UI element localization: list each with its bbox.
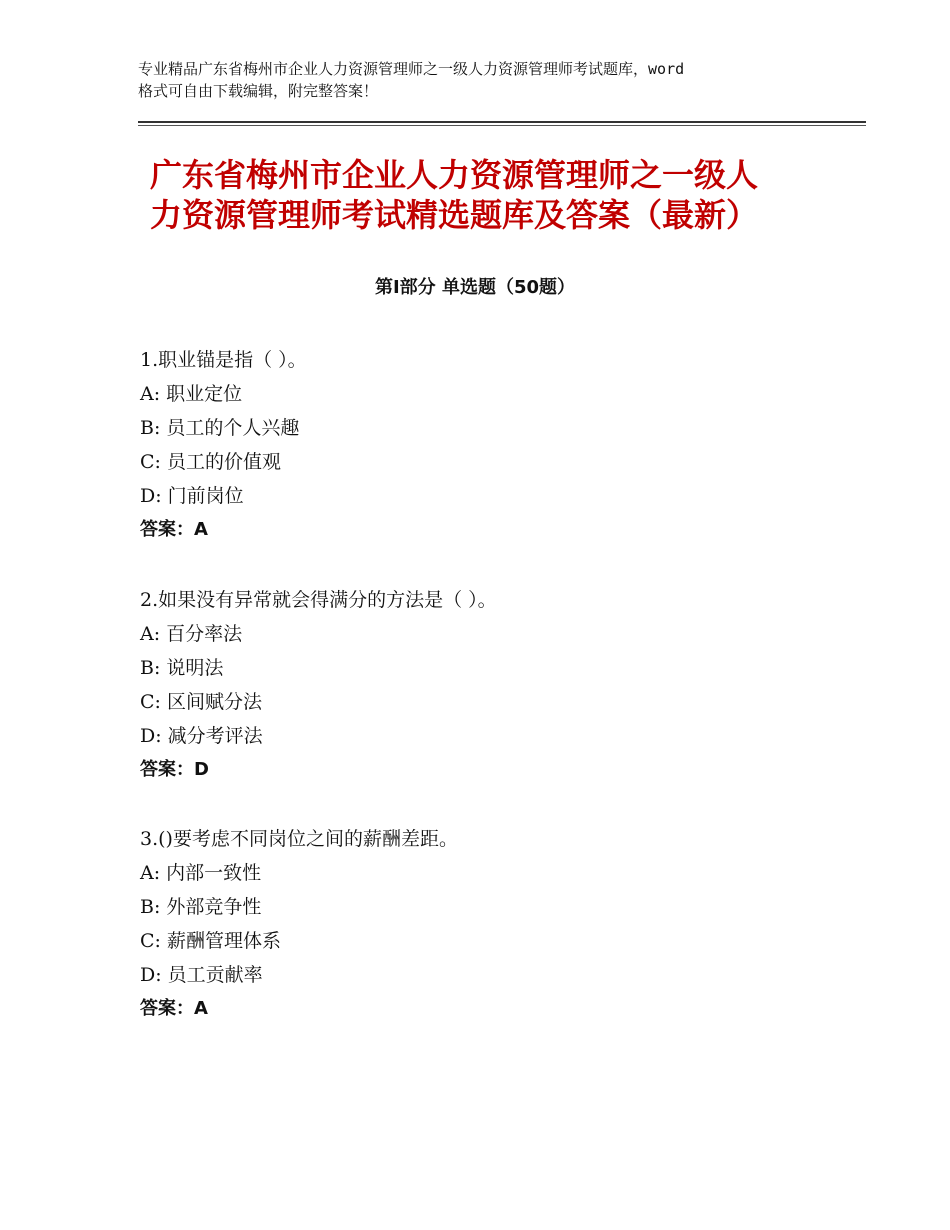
header-divider-thin xyxy=(138,125,866,126)
header-note-line-2: 格式可自由下载编辑，附完整答案！ xyxy=(138,82,379,100)
question-2 xyxy=(140,583,840,787)
question-3 xyxy=(140,822,840,1026)
question-stem: 1.职业锚是指（ ）。 xyxy=(140,349,307,371)
option-d: D: 门前岗位 xyxy=(140,485,244,507)
option-c: C: 区间赋分法 xyxy=(140,691,262,713)
option-d: D: 减分考评法 xyxy=(140,725,263,747)
header-divider-thick xyxy=(138,121,866,123)
option-c: C: 员工的价值观 xyxy=(140,451,281,473)
answer: 答案：A xyxy=(140,998,208,1019)
option-b: B: 说明法 xyxy=(140,657,224,679)
option-b: B: 员工的个人兴趣 xyxy=(140,417,300,439)
document-title-line-2: 力资源管理师考试精选题库及答案（最新） xyxy=(150,196,759,234)
header-note xyxy=(138,58,838,102)
question-stem: 3.()要考虑不同岗位之间的薪酬差距。 xyxy=(140,828,458,850)
answer: 答案：D xyxy=(140,759,209,780)
option-a: A: 百分率法 xyxy=(140,623,243,645)
document-title xyxy=(150,155,830,235)
option-b: B: 外部竞争性 xyxy=(140,896,262,918)
answer: 答案：A xyxy=(140,519,208,540)
option-a: A: 职业定位 xyxy=(140,383,243,405)
question-1 xyxy=(140,343,840,547)
section-title: 第Ⅰ部分 单选题（50题） xyxy=(374,277,575,298)
document-title-line-1: 广东省梅州市企业人力资源管理师之一级人 xyxy=(150,156,759,194)
option-d: D: 员工贡献率 xyxy=(140,964,263,986)
header-note-line-1: 专业精品广东省梅州市企业人力资源管理师之一级人力资源管理师考试题库，word xyxy=(138,60,685,78)
option-a: A: 内部一致性 xyxy=(140,862,262,884)
question-stem: 2.如果没有异常就会得满分的方法是（ ）。 xyxy=(140,589,497,611)
option-c: C: 薪酬管理体系 xyxy=(140,930,281,952)
